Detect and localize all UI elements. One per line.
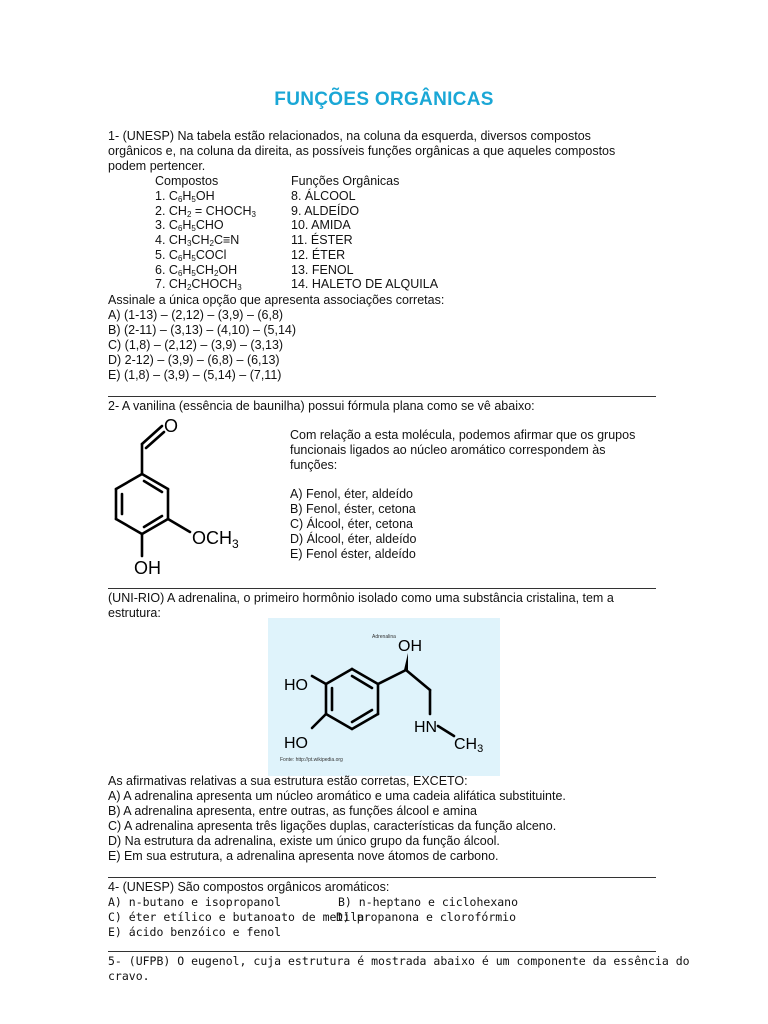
function-item: 9. ALDEÍDO bbox=[291, 203, 360, 218]
separator-line bbox=[108, 951, 656, 952]
q2-option-e: E) Fenol éster, aldeído bbox=[290, 547, 416, 561]
vanillin-structure bbox=[100, 412, 270, 582]
adrenaline-caption: Adrenalina bbox=[372, 634, 396, 640]
q1-option-d: D) 2-12) – (3,9) – (6,8) – (6,13) bbox=[108, 353, 280, 367]
formula-text: C bbox=[168, 218, 178, 233]
adrenaline-hn-label: HN bbox=[414, 719, 438, 736]
q1-option-c: C) (1,8) – (2,12) – (3,9) – (3,13) bbox=[108, 338, 284, 352]
function-item: 10. AMIDA bbox=[291, 218, 351, 233]
formula-subscript: 5 bbox=[191, 253, 196, 263]
compound-number: 3. bbox=[155, 218, 169, 233]
q1-intro-line: podem pertencer. bbox=[108, 159, 206, 173]
function-item: 13. FENOL bbox=[291, 262, 354, 277]
functions-header: Funções Orgânicas bbox=[291, 174, 400, 188]
formula-subscript: 3 bbox=[186, 239, 192, 249]
q3-option-c: C) A adrenalina apresenta três ligações duplas, características da função alceno. bbox=[108, 819, 557, 833]
adrenaline-ho-upper-label: HO bbox=[284, 677, 308, 694]
formula-subscript: 6 bbox=[177, 253, 183, 263]
formula-text: CHO bbox=[195, 218, 224, 233]
compound-item bbox=[155, 263, 237, 278]
compound-number: 2. bbox=[155, 203, 169, 218]
formula-text: H bbox=[182, 189, 192, 203]
function-item: 14. HALETO DE ALQUILA bbox=[291, 277, 439, 292]
q2-text-line: Com relação a esta molécula, podemos afirmar que os grupos bbox=[290, 428, 636, 442]
vanillin-o-label: O bbox=[164, 416, 179, 436]
adrenaline-ho-lower-label: HO bbox=[284, 735, 308, 752]
q4-option-c: C) éter etílico e butanoato de metila bbox=[108, 910, 365, 924]
function-item: 8. ÁLCOOL bbox=[291, 189, 356, 203]
separator-line bbox=[108, 877, 656, 878]
adrenaline-source: Fonte: http://pt.wikipedia.org bbox=[280, 757, 343, 763]
formula-text: C bbox=[168, 189, 178, 203]
q2-option-c: C) Álcool, éter, cetona bbox=[290, 517, 413, 531]
q5-header-line: 5- (UFPB) O eugenol, cuja estrutura é mostrada abaixo é um componente da essência do bbox=[108, 954, 690, 968]
adrenaline-oh-label: OH bbox=[398, 638, 422, 655]
compounds-header: Compostos bbox=[155, 174, 219, 188]
q4-option-a: A) n-butano e isopropanol bbox=[108, 895, 282, 909]
adrenaline-ch3-label: CH3 bbox=[454, 736, 484, 755]
q2-header: 2- A vanilina (essência de baunilha) possui fórmula plana como se vê abaixo: bbox=[108, 399, 535, 413]
separator-line bbox=[108, 396, 656, 397]
formula-subscript: 2 bbox=[186, 283, 192, 293]
formula-text: C bbox=[168, 247, 178, 262]
formula-subscript: 6 bbox=[177, 224, 183, 234]
formula-subscript: 2 bbox=[186, 209, 192, 219]
q1-intro-line: 1- (UNESP) Na tabela estão relacionados, na coluna da esquerda, diversos compostos bbox=[108, 129, 591, 143]
compound-item bbox=[155, 204, 256, 219]
page-title: FUNÇÕES ORGÂNICAS bbox=[274, 89, 494, 110]
formula-subscript: 5 bbox=[191, 268, 196, 278]
formula-subscript: 6 bbox=[177, 195, 183, 204]
q1-option-e: E) (1,8) – (3,9) – (5,14) – (7,11) bbox=[108, 368, 282, 382]
formula-text: H bbox=[182, 247, 192, 262]
q5-header-line: cravo. bbox=[108, 969, 150, 983]
q2-option-a: A) Fenol, éter, aldeído bbox=[290, 487, 413, 501]
q3-prompt: As afirmativas relativas a sua estrutura estão corretas, EXCETO: bbox=[108, 774, 468, 788]
compound-item bbox=[155, 218, 224, 233]
compound-number: 6. bbox=[155, 262, 169, 277]
formula-subscript: 6 bbox=[177, 268, 183, 278]
formula-text: COCl bbox=[195, 247, 227, 262]
formula-text: CH bbox=[191, 233, 210, 248]
compound-item bbox=[155, 248, 226, 263]
q2-option-b: B) Fenol, éster, cetona bbox=[290, 502, 416, 516]
q2-text-line: funções: bbox=[290, 458, 338, 472]
q1-intro-line: orgânicos e, na coluna da direita, as possíveis funções orgânicas a que aqueles compostos bbox=[108, 144, 616, 158]
q4-option-e: E) ácido benzóico e fenol bbox=[108, 925, 282, 939]
compound-number: 5. bbox=[155, 247, 169, 262]
formula-subscript: 5 bbox=[191, 224, 196, 234]
q3-option-a: A) A adrenalina apresenta um núcleo aromático e uma cadeia alifática substituinte. bbox=[108, 789, 566, 803]
vanillin-oh-label: OH bbox=[134, 558, 161, 578]
compound-item bbox=[155, 277, 242, 292]
formula-subscript: 5 bbox=[191, 195, 196, 204]
q4-header: 4- (UNESP) São compostos orgânicos aromáticos: bbox=[108, 880, 390, 894]
q1-option-b: B) (2-11) – (3,13) – (4,10) – (5,14) bbox=[108, 323, 297, 337]
formula-text: H bbox=[182, 218, 192, 233]
formula-text: OH bbox=[195, 189, 215, 203]
formula-subscript: 2 bbox=[213, 268, 219, 278]
compound-number: 7. bbox=[155, 277, 169, 292]
formula-text: = CHOCH bbox=[191, 203, 252, 218]
adrenaline-image bbox=[268, 618, 500, 776]
formula-subscript: 2 bbox=[209, 239, 214, 249]
formula-text: C bbox=[168, 262, 178, 277]
function-item: 12. ÉTER bbox=[291, 247, 346, 262]
q4-option-b: B) n-heptano e ciclohexano bbox=[338, 895, 519, 909]
compound-number: 4. bbox=[155, 233, 169, 248]
q1-option-a: A) (1-13) – (2,12) – (3,9) – (6,8) bbox=[108, 308, 284, 322]
formula-subscript: 3 bbox=[237, 283, 242, 293]
q3-option-e: E) Em sua estrutura, a adrenalina apresenta nove átomos de carbono. bbox=[108, 849, 499, 863]
formula-text: OH bbox=[218, 262, 238, 277]
compound-number: 1. bbox=[155, 189, 169, 203]
q4-option-d: D) propanona e clorofórmio bbox=[336, 910, 517, 924]
function-item: 11. ÉSTER bbox=[291, 233, 353, 248]
compound-item bbox=[155, 189, 215, 204]
formula-text: CH bbox=[168, 277, 187, 292]
q2-option-d: D) Álcool, éter, aldeído bbox=[290, 532, 417, 546]
compound-item bbox=[155, 233, 239, 248]
q3-header-line: estrutura: bbox=[108, 606, 161, 620]
q3-header-line: (UNI-RIO) A adrenalina, o primeiro hormônio isolado como uma substância cristalina, tem a bbox=[108, 591, 614, 605]
formula-text: CH bbox=[168, 203, 187, 218]
q3-option-b: B) A adrenalina apresenta, entre outras, as funções álcool e amina bbox=[108, 804, 477, 818]
q1-prompt: Assinale a única opção que apresenta associações corretas: bbox=[108, 293, 445, 307]
separator-line bbox=[108, 588, 656, 589]
formula-text: H bbox=[182, 262, 192, 277]
q3-option-d: D) Na estrutura da adrenalina, existe um único grupo da função álcool. bbox=[108, 834, 500, 848]
formula-text: C≡N bbox=[213, 233, 240, 248]
q2-text-line: funcionais ligados ao núcleo aromático correspondem às bbox=[290, 443, 606, 457]
formula-text: CH bbox=[195, 262, 214, 277]
vanillin-och3-label: $OCH_3$ bbox=[192, 528, 239, 551]
formula-subscript: 3 bbox=[251, 209, 256, 219]
formula-text: CHOCH bbox=[191, 277, 238, 292]
formula-text: CH bbox=[168, 233, 187, 248]
